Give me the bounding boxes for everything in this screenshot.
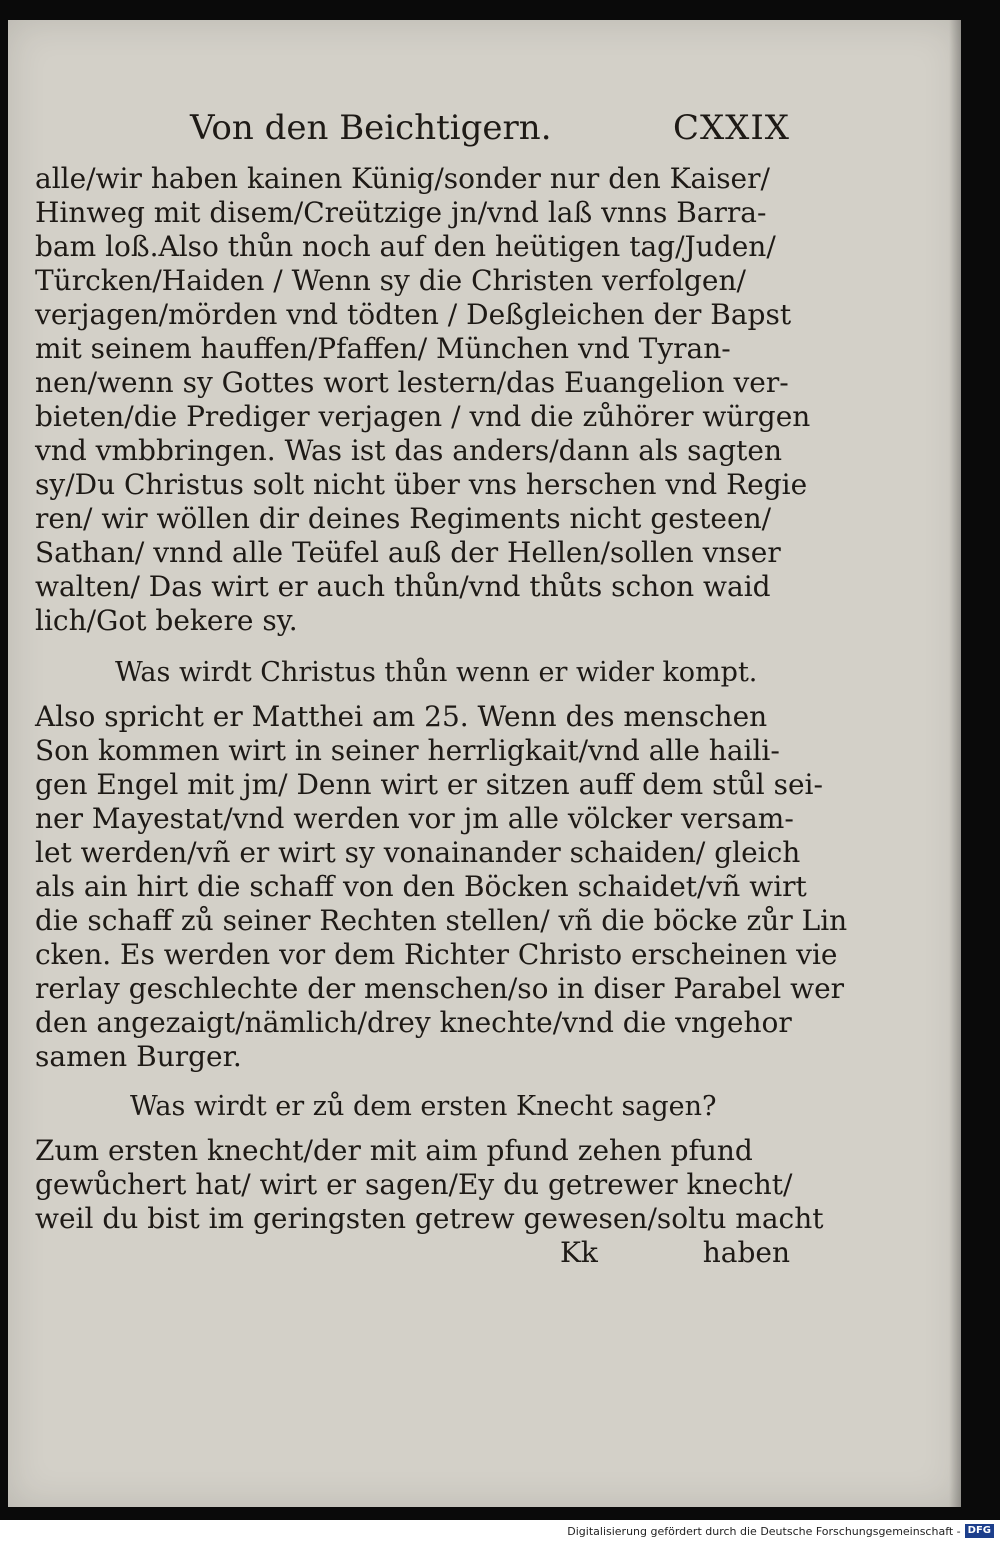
text-line: gen Engel mit jm/ Denn wirt er sitzen auff dem stůl sei- [35, 768, 823, 801]
text-line: Also spricht er Matthei am 25. Wenn des menschen [35, 700, 768, 733]
text-line: mit seinem hauffen/Pfaffen/ München vnd Tyran- [35, 332, 731, 365]
text-line: alle/wir haben kainen Künig/sonder nur den Kaiser/ [35, 162, 770, 195]
paragraph-2 [35, 700, 848, 1074]
text-line: let werden/vñ er wirt sy vonainander schaiden/ gleich [35, 836, 801, 869]
text-line: als ain hirt die schaff von den Böcken schaidet/vñ wirt [35, 870, 807, 903]
text-line: Son kommen wirt in seiner herrligkait/vnd alle haili- [35, 734, 780, 767]
text-line: cken. Es werden vor dem Richter Christo erscheinen vie [35, 938, 838, 971]
text-line: bieten/die Prediger verjagen / vnd die zůhörer würgen [35, 400, 811, 433]
text-line: verjagen/mörden vnd tödten / Deßgleichen der Bapst [35, 298, 792, 331]
text-line: sy/Du Christus solt nicht über vns herschen vnd Regie [35, 468, 808, 501]
catchword: haben [702, 1236, 790, 1269]
text-line: bam loß.Also thůn noch auf den heütigen tag/Juden/ [35, 230, 776, 263]
paragraph-3 [35, 1134, 824, 1236]
text-line: den angezaigt/nämlich/drey knechte/vnd die vngehor [35, 1006, 792, 1039]
text-line: ner Mayestat/vnd werden vor jm alle völcker versam- [35, 802, 794, 835]
digitization-footer [0, 1520, 1000, 1542]
section-heading-1: Was wirdt Christus thůn wenn er wider kompt. [115, 657, 758, 688]
page-header [190, 108, 790, 148]
footer-credit: Digitalisierung gefördert durch die Deutsche Forschungsgemeinschaft - [567, 1524, 961, 1538]
text-line: Zum ersten knecht/der mit aim pfund zehen pfund [35, 1134, 753, 1167]
section-heading-2: Was wirdt er zů dem ersten Knecht sagen? [130, 1091, 717, 1122]
text-line: Türcken/Haiden / Wenn sy die Christen verfolgen/ [35, 264, 746, 297]
text-line: die schaff zů seiner Rechten stellen/ vñ die böcke zůr Lin [35, 904, 848, 937]
text-line: Sathan/ vnnd alle Teüfel auß der Hellen/sollen vnser [35, 536, 781, 569]
dfg-logo: DFG [965, 1524, 994, 1538]
folio-number: CXXIX [672, 108, 790, 148]
text-line: samen Burger. [35, 1040, 242, 1073]
text-line: gewůchert hat/ wirt er sagen/Ey du getrewer knecht/ [35, 1168, 793, 1201]
text-line: vnd vmbbringen. Was ist das anders/dann als sagten [35, 434, 783, 467]
running-title: Von den Beichtigern. [190, 108, 552, 148]
text-line: rerlay geschlechte der menschen/so in diser Parabel wer [35, 972, 845, 1005]
text-line: lich/Got bekere sy. [35, 604, 298, 637]
text-line: nen/wenn sy Gottes wort lestern/das Euangelion ver- [35, 366, 789, 399]
text-line: walten/ Das wirt er auch thůn/vnd thůts schon waid [35, 570, 771, 603]
text-line: Hinweg mit disem/Creützige jn/vnd laß vnns Barra- [35, 196, 767, 229]
text-line: weil du bist im geringsten getrew gewesen/soltu macht [35, 1202, 824, 1235]
signature-mark: Kk [560, 1236, 598, 1269]
catchword-line [560, 1236, 790, 1269]
text-line: ren/ wir wöllen dir deines Regiments nicht gesteen/ [35, 502, 772, 535]
paragraph-1 [35, 162, 811, 638]
